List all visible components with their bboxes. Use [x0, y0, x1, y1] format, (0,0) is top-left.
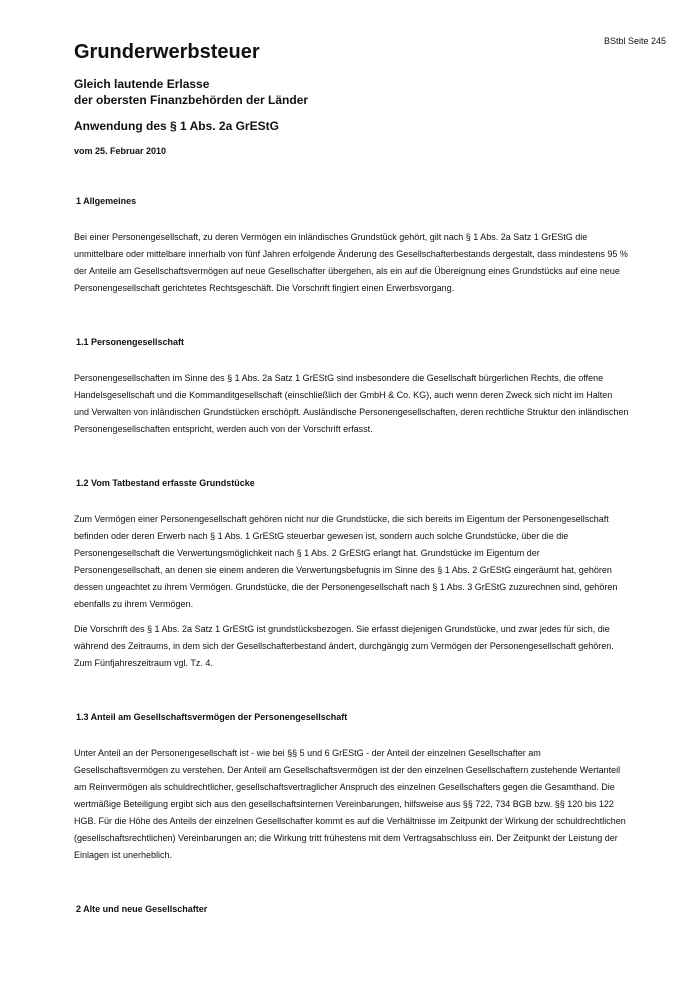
- section-1-3: [74, 711, 629, 864]
- document-subtitle: [74, 76, 629, 108]
- section-paragraph: Bei einer Personengesellschaft, zu deren Vermögen ein inländisches Grundstück gehört, gilt nach § 1 Abs. 2a Satz 1 GrEStG die unmittelbare oder mittelbare innerhalb von fünf Jahren erfolgende Änderung des Gesellschafterbestands dergestalt, dass mindestens 95 % der Anteile am Gesellschaftsvermögen auf neue Gesellschafter übergehen, als ein auf die Übereignung eines Grundstücks auf eine neue Personengesellschaft gerichtetes Rechtsgeschäft. Die Vorschrift fingiert einen Erwerbsvorgang.: [74, 232, 628, 293]
- section-heading: 2 Alte und neue Gesellschafter: [76, 904, 208, 914]
- section-1: [74, 195, 629, 297]
- subtitle-line-1: Gleich lautende Erlasse: [74, 77, 210, 91]
- subtitle-line-2: der obersten Finanzbehörden der Länder: [74, 93, 309, 107]
- section-1-1: [74, 336, 629, 438]
- document-title: Grunderwerbsteuer: [74, 41, 260, 63]
- section-heading: 1.3 Anteil am Gesellschaftsvermögen der Personengesellschaft: [76, 712, 348, 722]
- section-paragraph: Zum Vermögen einer Personengesellschaft gehören nicht nur die Grundstücke, die sich bereits im Eigentum der Personengesellschaft befinden oder deren Erwerb nach § 1 Abs. 1 GrEStG steuerbar gewesen ist, sondern auch solche Grundstücke, über die die Personengesellschaft die Verwertungsmöglichkeit nach § 1 Abs. 2 GrEStG erlangt hat. Grundstücke im Eigentum der Personengesellschaft, an denen sie einem anderen die Verwertungsbefugnis im Sinne des § 1 Abs. 2 GrEStG eingeräumt hat, gehören dessen ungeachtet zu ihrem Vermögen. Grundstücke, die der Personengesellschaft nach § 1 Abs. 3 GrEStG zuzurechnen sind, gehören ebenfalls zu ihrem Vermögen.: [74, 514, 618, 609]
- section-paragraph: Personengesellschaften im Sinne des § 1 Abs. 2a Satz 1 GrEStG sind insbesondere die Gesellschaft bürgerlichen Rechts, die offene Handelsgesellschaft und die Kommanditgesellschaft (einschließlich der GmbH & Co. KG), auch wenn deren Zweck sich nicht im Halten und Verwalten von inländischen Grundstücken erschöpft. Ausländische Personengesellschaften, deren rechtliche Struktur den inländischen Personengesellschaften entspricht, werden auch von der Vorschrift erfasst.: [74, 373, 629, 434]
- section-2: [74, 903, 629, 915]
- document-body: [74, 40, 629, 937]
- page-reference: BStbl Seite 245: [603, 36, 666, 46]
- section-heading: 1.1 Personengesellschaft: [76, 337, 185, 347]
- document-subject: Anwendung des § 1 Abs. 2a GrEStG: [74, 119, 279, 133]
- section-paragraph: Unter Anteil an der Personengesellschaft ist - wie bei §§ 5 und 6 GrEStG - der Anteil der einzelnen Gesellschafter am Gesellschaftsvermögen zu verstehen. Der Anteil am Gesellschaftsvermögen ist der den einzelnen Gesellschaftern zustehende Wertanteil am Reinvermögen als schuldrechtlicher, gesellschaftsvertraglicher Anspruch des einzelnen Gesellschafters gegen die Gesamthand. Die wertmäßige Beteiligung ergibt sich aus den gesellschaftsinternen Vereinbarungen, hilfsweise aus §§ 722, 734 BGB bzw. §§ 120 bis 122 HGB. Für die Höhe des Anteils der einzelnen Gesellschafter kommt es auf die Verhältnisse im Zeitpunkt der Wirkung der schuldrechtlichen (gesellschaftsrechtlichen) Vereinbarungen an; die Wirkung tritt frühestens mit dem Vertragsabschluss ein. Der Zeitpunkt der Leistung der Einlagen ist unerheblich.: [74, 748, 626, 860]
- section-heading: 1 Allgemeines: [76, 196, 137, 206]
- section-1-2: [74, 477, 629, 672]
- section-heading: 1.2 Vom Tatbestand erfasste Grundstücke: [76, 478, 255, 488]
- section-paragraph: Die Vorschrift des § 1 Abs. 2a Satz 1 GrEStG ist grundstücksbezogen. Sie erfasst diejenigen Grundstücke, und zwar jedes für sich, die während des Zeitraums, in dem sich der Gesellschafterbestand ändert, durchgängig zum Vermögen der Personengesellschaft gehören. Zum Fünfjahreszeitraum vgl. Tz. 4.: [74, 624, 614, 668]
- document-date: vom 25. Februar 2010: [74, 146, 167, 156]
